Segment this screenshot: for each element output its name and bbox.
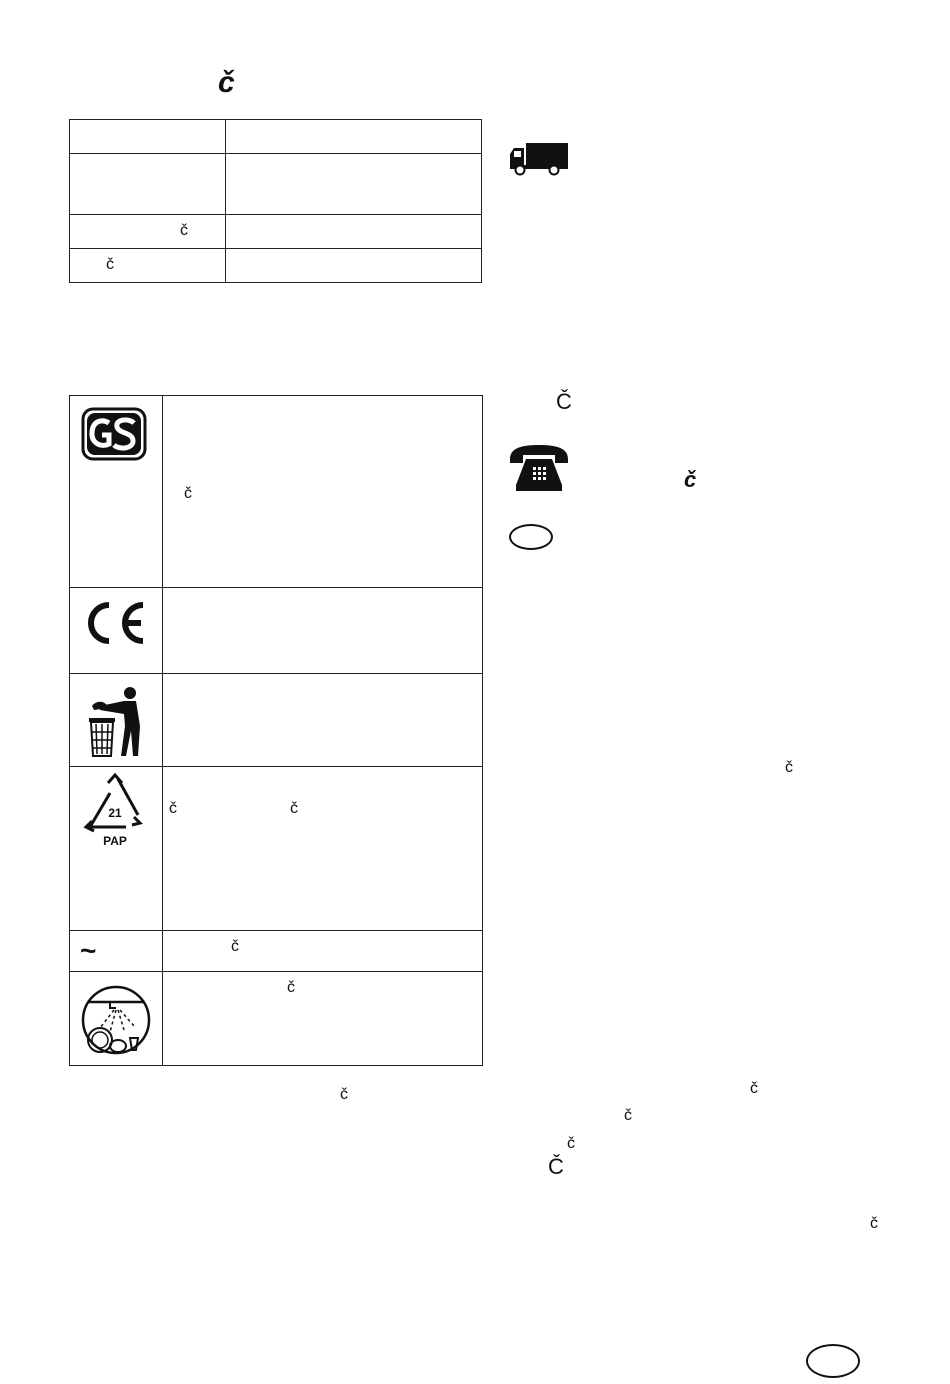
svg-text:21: 21 [108,806,122,820]
symbol-text-cell: č [163,396,483,588]
phone-section-glyph: č [684,467,697,492]
spec-value-cell [226,249,482,283]
symbol-icon-cell [70,588,163,674]
c-caron-uppercase-2: Č [548,1154,564,1179]
truck-icon [508,140,570,181]
right-glyph-3: č [624,1107,632,1124]
c-caron-uppercase: Č [556,389,572,414]
spec-label-cell [70,154,226,215]
telephone-icon [508,443,570,498]
table-row [70,120,482,154]
symbol-text-cell: č [163,931,483,972]
spec-table [69,119,482,283]
tilde-icon: ~ [80,935,97,966]
gs-mark-icon [81,407,147,466]
spec-value-cell [226,120,482,154]
right-glyph-2: č [750,1080,758,1097]
table-row [70,588,483,674]
symbol-icon-cell [70,396,163,588]
section-heading-glyph: č [218,66,235,99]
symbol-icon-cell [70,931,163,972]
right-glyph-5: č [870,1215,878,1232]
recycling-pap21-icon [82,773,148,854]
country-code-oval [509,524,553,550]
right-glyph-4: č [567,1135,575,1152]
table-row [70,249,482,283]
table-row [70,931,483,972]
symbol-text-cell: č [163,972,483,1066]
ce-mark-icon [81,600,147,651]
spec-label-cell: č [70,249,226,283]
table-row [70,972,483,1066]
spec-value-cell [226,215,482,249]
spec-label-cell: č [70,215,226,249]
symbol-icon-cell [70,674,163,767]
left-footer-glyph: č [340,1086,348,1103]
right-glyph-1: č [785,759,793,776]
table-row [70,767,483,931]
table-row [70,215,482,249]
svg-text:PAP: PAP [103,834,127,848]
symbol-icon-cell [70,767,163,931]
symbol-text-cell [163,588,483,674]
waste-bin-icon [86,686,146,765]
symbol-table [69,395,483,1066]
table-row [70,396,483,588]
spec-label-cell [70,120,226,154]
table-row [70,674,483,767]
symbol-text-cell: č č [163,767,483,931]
dishwasher-icon [80,984,152,1061]
symbol-icon-cell [70,972,163,1066]
page-country-oval [806,1344,860,1378]
symbol-text-cell [163,674,483,767]
table-row [70,154,482,215]
spec-value-cell [226,154,482,215]
